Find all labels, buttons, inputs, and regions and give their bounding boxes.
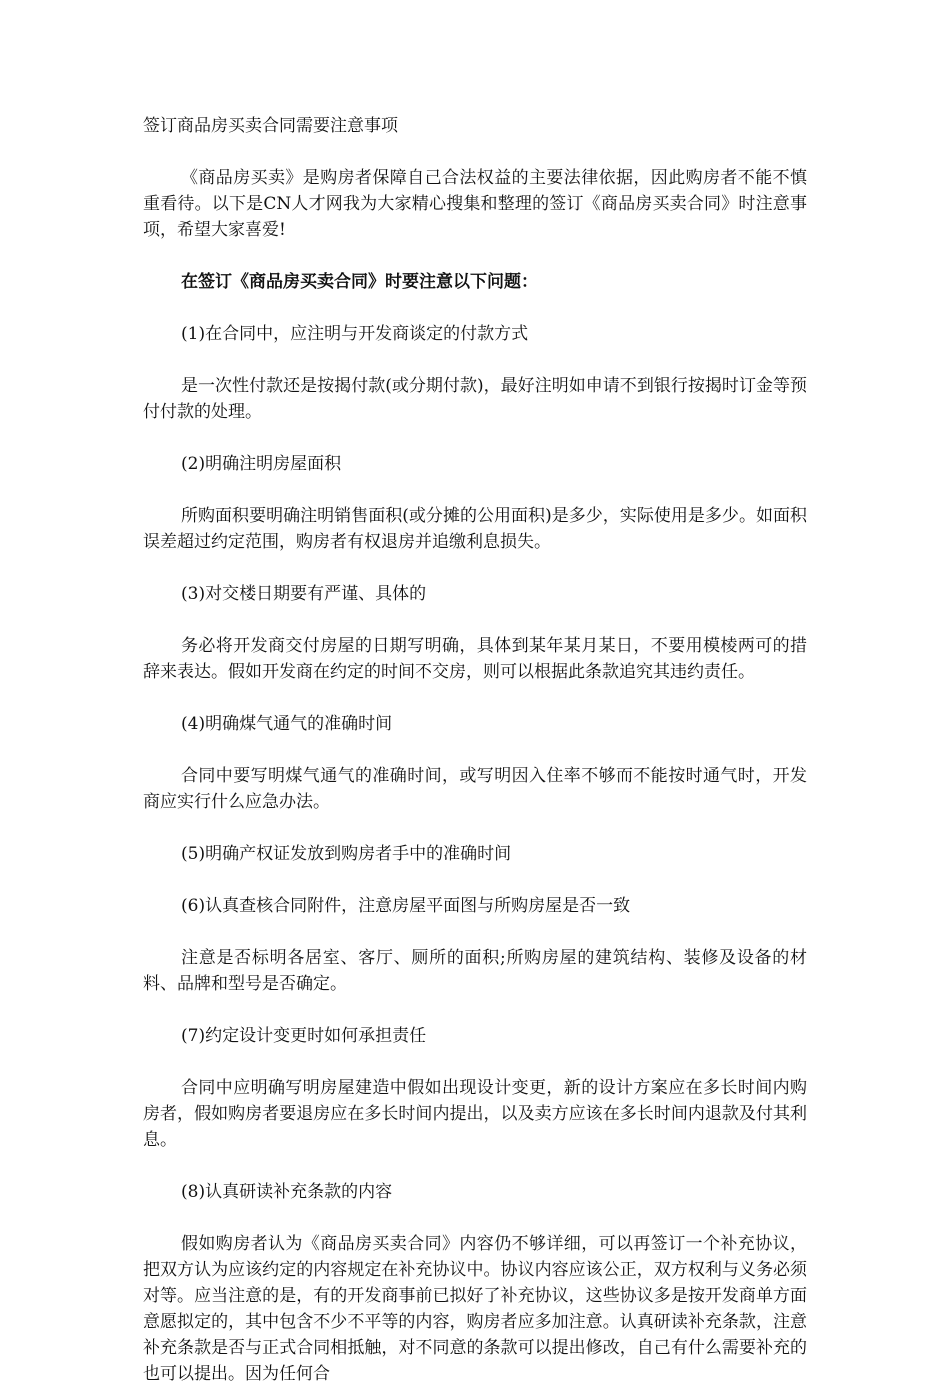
item-7-heading: (7)约定设计变更时如何承担责任 — [181, 1026, 427, 1046]
item-7-text: 合同中应明确写明房屋建造中假如出现设计变更，新的设计方案应在多长时间内购房者，假如购房者要退房应在多长时间内提出，以及卖方应该在多长时间内退款及付其利息。 — [143, 1078, 807, 1150]
item-6-heading: (6)认真查核合同附件，注意房屋平面图与所购房屋是否一致 — [181, 896, 631, 916]
section-heading: 在签订《商品房买卖合同》时要注意以下问题： — [181, 272, 538, 292]
item-1-heading: (1)在合同中，应注明与开发商谈定的付款方式 — [181, 324, 529, 344]
item-8-heading: (8)认真研读补充条款的内容 — [181, 1182, 393, 1202]
item-2-heading: (2)明确注明房屋面积 — [181, 454, 342, 474]
item-8-text: 假如购房者认为《商品房买卖合同》内容仍不够详细，可以再签订一个补充协议，把双方认为应该约定的内容规定在补充协议中。协议内容应该公正，双方权利与义务必须对等。应当注意的是，有的开发商事前已拟好了补充协议，这些协议多是按开发商单方面意愿拟定的，其中包含不少不平等的内容，购房者应多加注意。认真研读补充条款，注意补充条款是否与正式合同相抵触，对不同意的条款可以提出修改，自己有什么需要补充的也可以提出。因为任何合 — [143, 1234, 807, 1384]
paragraph-intro: 《商品房买卖》是购房者保障自己合法权益的主要法律依据，因此购房者不能不慎重看待。以下是CN人才网我为大家精心搜集和整理的签订《商品房买卖合同》时注意事项，希望大家喜爱! — [143, 168, 807, 240]
item-4-heading: (4)明确煤气通气的准确时间 — [181, 714, 393, 734]
item-5-heading: (5)明确产权证发放到购房者手中的准确时间 — [181, 844, 512, 864]
item-6-text: 注意是否标明各居室、客厅、厕所的面积;所购房屋的建筑结构、装修及设备的材料、品牌和型号是否确定。 — [143, 948, 807, 994]
item-3-text: 务必将开发商交付房屋的日期写明确，具体到某年某月某日，不要用模棱两可的措辞来表达。假如开发商在约定的时间不交房，则可以根据此条款追究其违约责任。 — [143, 636, 807, 682]
item-1-text: 是一次性付款还是按揭付款(或分期付款)，最好注明如申请不到银行按揭时订金等预付付款的处理。 — [143, 376, 807, 422]
document-title: 签订商品房买卖合同需要注意事项 — [143, 116, 398, 136]
item-4-text: 合同中要写明煤气通气的准确时间，或写明因入住率不够而不能按时通气时，开发商应实行什么应急办法。 — [143, 766, 807, 812]
document-body — [143, 113, 807, 1387]
item-2-text: 所购面积要明确注明销售面积(或分摊的公用面积)是多少，实际使用是多少。如面积误差超过约定范围，购房者有权退房并追缴利息损失。 — [143, 506, 807, 552]
item-3-heading: (3)对交楼日期要有严谨、具体的 — [181, 584, 427, 604]
